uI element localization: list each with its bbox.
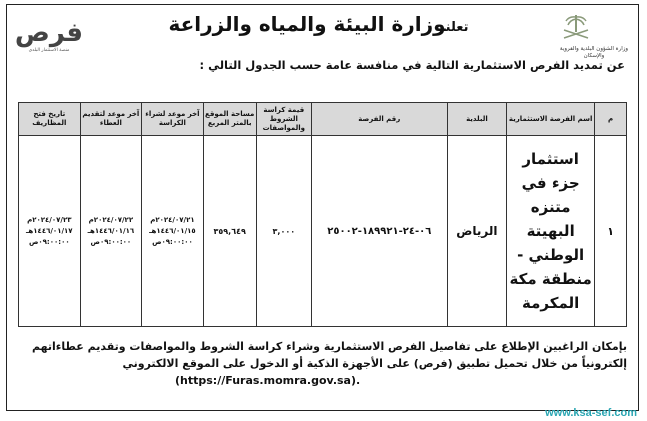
palm-swords-icon xyxy=(559,12,593,42)
footer-notice xyxy=(20,338,627,389)
cell-idx: ١ xyxy=(595,136,627,327)
ministry-logo-text: وزارة الشؤون البلدية والقروية والإسكان xyxy=(559,46,629,59)
cell-area: ٣٥٩,٦٤٩ xyxy=(203,136,256,327)
header-name: اسم الفرصة الاستثمارية xyxy=(507,103,595,136)
submit-hijri: ١٤٤٦/٠١/١٦هـ xyxy=(87,226,135,235)
header-number: رقم الفرصة xyxy=(311,103,447,136)
opportunities-table xyxy=(18,102,627,327)
footer-url[interactable]: (https://Furas.momra.gov.sa). xyxy=(175,374,361,387)
open-hijri: ١٤٤٦/٠١/١٧هـ xyxy=(26,226,73,235)
furas-logo-text: منصة الاستثمار البلدي xyxy=(28,48,70,53)
ad-title xyxy=(90,12,547,36)
buy-time: ٠٩:٠٠:٠٠ص xyxy=(152,237,193,246)
cell-buy xyxy=(142,136,204,327)
open-time: ٠٩:٠٠:٠٠ص xyxy=(28,237,70,246)
header-area: مساحة الموقع بالمتر المربع xyxy=(203,103,256,136)
source-watermark: www.ksa-sef.com xyxy=(545,407,637,419)
footer-text: بإمكان الراغبين الإطلاع على تفاصيل الفرص الاستثمارية وشراء كراسة الشروط والمواصفات وتقديم عطاءاتهم إلكترونياً من خلال تحميل تطبيق (فرص) على الأجهزة الذكية أو الدخول على الموقع الالكتروني xyxy=(31,340,627,370)
submit-time: ٠٩:٠٠:٠٠ص xyxy=(90,237,132,246)
ad-subtitle: عن تمديد الفرص الاستثمارية التالية في منافسة عامة حسب الجدول التالي : xyxy=(199,58,625,72)
header-buy: آخر موعد لشراء الكراسة xyxy=(142,103,204,136)
header-idx: م xyxy=(595,103,627,136)
buy-hijri: ١٤٤٦/٠١/١٥هـ xyxy=(149,226,196,235)
cell-city: الرياض xyxy=(447,136,506,327)
title-main: وزارة البيئة والمياه والزراعة xyxy=(168,12,446,36)
open-gregorian: ٢٠٢٤/٠٧/٢٣م xyxy=(27,215,72,224)
table-header-row xyxy=(19,103,627,136)
header-city: البلدية xyxy=(447,103,506,136)
header-open: تاريخ فتح المظاريف xyxy=(19,103,81,136)
cell-number: ٠٦-٢٤-١٨٩٩٢١-٢٥٠٠٢ xyxy=(311,136,447,327)
cell-open xyxy=(19,136,81,327)
submit-gregorian: ٢٠٢٤/٠٧/٢٢م xyxy=(88,215,134,224)
cell-price: ٣,٠٠٠ xyxy=(256,136,311,327)
furas-logo-mark: فرص xyxy=(14,18,84,48)
title-prefix: تعلن xyxy=(445,20,469,35)
cell-name: استثمار جزء في متنزه البهيتة الوطني - منطقة مكة المكرمة xyxy=(507,136,595,327)
header-submit: آخر موعد لتقديم العطاء xyxy=(80,103,142,136)
header-price: قيمة كراسة الشروط والمواصفات xyxy=(256,103,311,136)
buy-gregorian: ٢٠٢٤/٠٧/٢١م xyxy=(150,215,195,224)
cell-submit xyxy=(80,136,142,327)
table-row xyxy=(19,136,627,327)
